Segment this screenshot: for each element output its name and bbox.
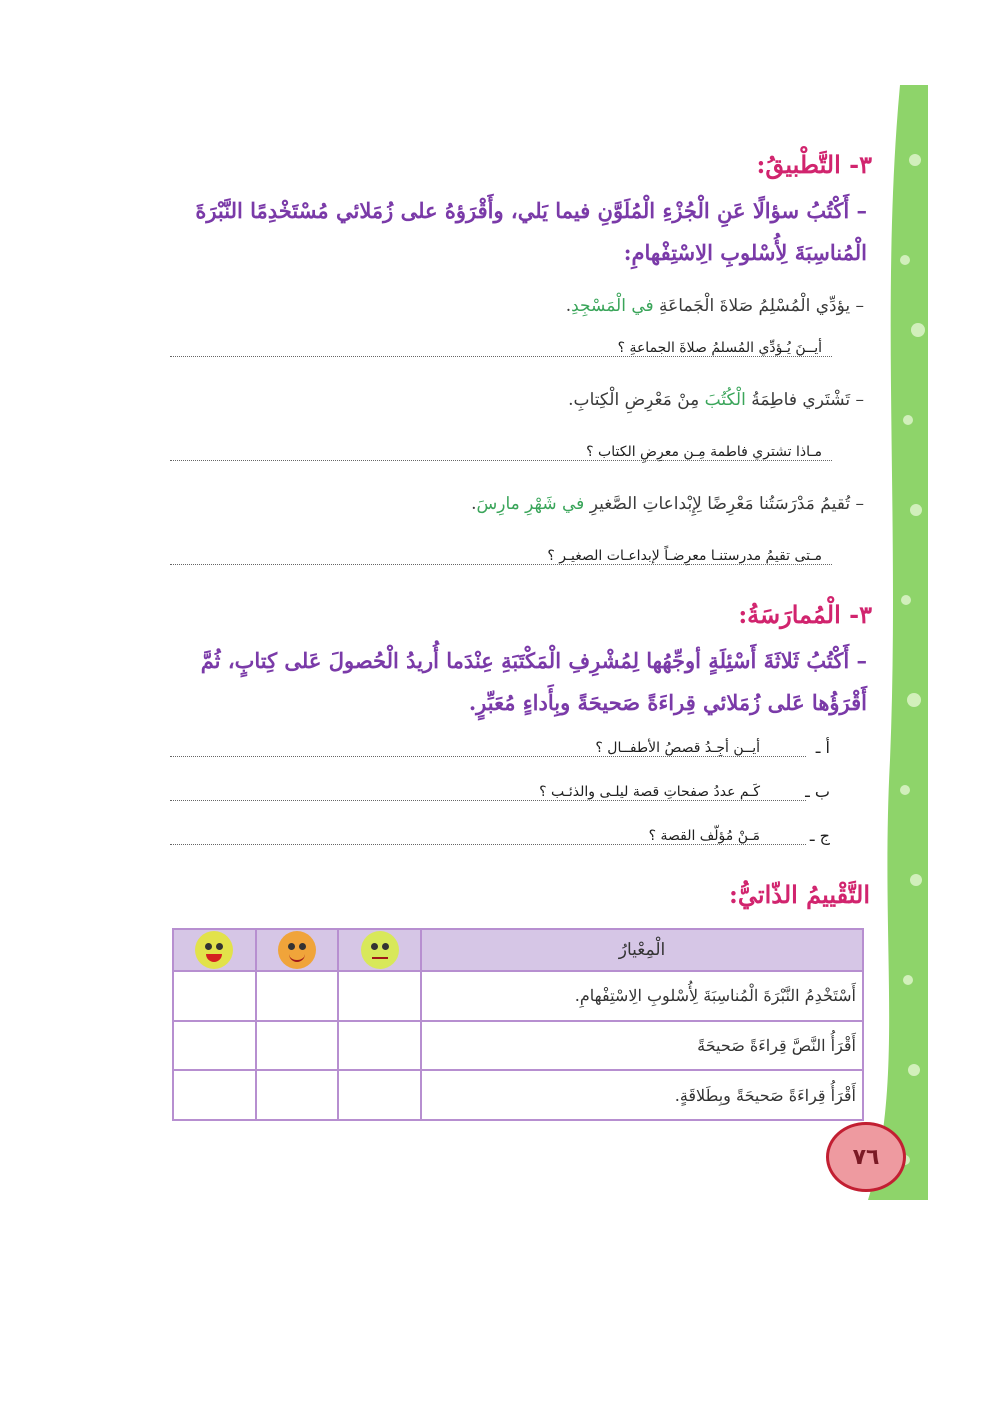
prompt-text: – يؤدِّي الْمُسْلِمُ صَلاةَ الْجَماعَةِ <box>653 296 864 316</box>
apply-answer-3: مـتى تقيمُ مدرستنـا معرِضـاً لإبداعـات الصغيـر ؟ <box>547 548 822 564</box>
rating-cell[interactable] <box>173 1070 256 1120</box>
table-row <box>173 971 863 1021</box>
prompt-text-end: . <box>565 296 572 316</box>
rating-cell[interactable] <box>338 1021 421 1071</box>
rating-cell[interactable] <box>256 1021 339 1071</box>
section-apply-instruction: – أَكْتُبُ سؤالًا عَنِ الْجُزْءِ الْمُلَوَّنِ فيما يَلي، وأَقْرَؤهُ على زُمَلائي مُسْتَخْدِمًا النَّبْرَةَ الْمُناسِبَةَ لِأُسْلوبِ الِاسْتِفْهامِ: <box>195 198 867 265</box>
prompt-text-end: مِنْ مَعْرِضِ الْكِتابِ. <box>568 390 705 410</box>
section-practice-instruction: – أَكْتُبُ ثَلاثَةَ أَسْئِلَةٍ أوجِّهُها لِمُشْرِفِ الْمَكْتَبَةِ عِنْدَما أُريدُ الْحُصولَ عَلى كِتابٍ، ثُمَّ أَقْرَؤُها عَلى زُمَلائي قِراءَةً صَحيحَةً وبِأَداءٍ مُعَبِّرٍ. <box>200 648 867 715</box>
face-neutral-header <box>338 929 421 971</box>
table-row <box>173 1070 863 1120</box>
face-smile-header <box>256 929 339 971</box>
rating-cell[interactable] <box>256 971 339 1021</box>
practice-line-b[interactable] <box>170 800 806 801</box>
self-assessment-title: التَّقْييمُ الذّاتيُّ: <box>729 880 870 909</box>
rating-cell[interactable] <box>173 971 256 1021</box>
prompt-text: – تُقيمُ مَدْرَسَتُنا مَعْرِضًا لِإِبْداعاتِ الصَّغيرِ <box>584 494 864 514</box>
rating-cell[interactable] <box>256 1070 339 1120</box>
practice-answer-c: مَـنْ مُؤلّف القصة ؟ <box>648 828 760 844</box>
practice-answer-a: أيــن أجِـدُ قصصُ الأطفــال ؟ <box>595 740 760 756</box>
apply-prompt-2 <box>568 390 864 410</box>
practice-line-c[interactable] <box>170 844 806 845</box>
prompt-highlight: الْكُتُبَ <box>704 390 746 410</box>
face-laugh-header <box>173 929 256 971</box>
answer-line-2[interactable] <box>170 460 832 461</box>
practice-answer-b: كَـم عددُ صفحاتِ قصة ليلـى والذئـب ؟ <box>539 784 760 800</box>
rating-cell[interactable] <box>338 971 421 1021</box>
answer-line-3[interactable] <box>170 564 832 565</box>
criterion-cell: أَقْرَأُ قِراءَةً صَحيحَةً وبِطَلاقَةٍ. <box>421 1070 863 1120</box>
apply-prompt-1 <box>566 296 864 316</box>
prompt-highlight: في الْمَسْجِدِ <box>571 296 654 316</box>
face-laugh-icon <box>195 931 233 969</box>
page-number: ٧٦ <box>826 1122 906 1192</box>
table-row <box>173 1021 863 1071</box>
criterion-header: الْمِعْيارُ <box>421 929 863 971</box>
practice-label-a: أ ـ <box>815 738 830 757</box>
practice-label-c: ج ـ <box>809 826 830 845</box>
prompt-text-end: . <box>471 494 477 514</box>
prompt-highlight: في شَهْرِ مارِسَ <box>476 494 585 514</box>
self-assessment-table <box>172 928 864 1121</box>
apply-answer-2: مـاذا تشتري فاطمة مِـن معرِضِ الكتاب ؟ <box>586 444 822 460</box>
criterion-cell: أَسْتَخْدِمُ النَّبْرَةَ الْمُناسِبَةَ لِأُسْلوبِ الِاسْتِفْهامِ. <box>421 971 863 1021</box>
face-neutral-icon <box>361 931 399 969</box>
criterion-cell: أَقْرَأُ النَّصَّ قِراءَةً صَحيحَةً <box>421 1021 863 1071</box>
section-apply-title: ٣- التَّطْبيقُ: <box>756 150 872 179</box>
answer-line-1[interactable] <box>170 356 832 357</box>
prompt-text: – تَشْتَري فاطِمَةُ <box>745 390 864 410</box>
face-smile-icon <box>278 931 316 969</box>
apply-answer-1: أيــنَ يُـؤدِّي المُسلمُ صلاةَ الجماعةِ ؟ <box>617 340 822 356</box>
table-header-row <box>173 929 863 971</box>
rating-cell[interactable] <box>338 1070 421 1120</box>
apply-prompt-3 <box>471 494 864 514</box>
rating-cell[interactable] <box>173 1021 256 1071</box>
practice-line-a[interactable] <box>170 756 806 757</box>
section-practice-title: ٣- الْمُمارَسَةُ: <box>738 600 872 629</box>
practice-label-b: ب ـ <box>805 782 830 801</box>
